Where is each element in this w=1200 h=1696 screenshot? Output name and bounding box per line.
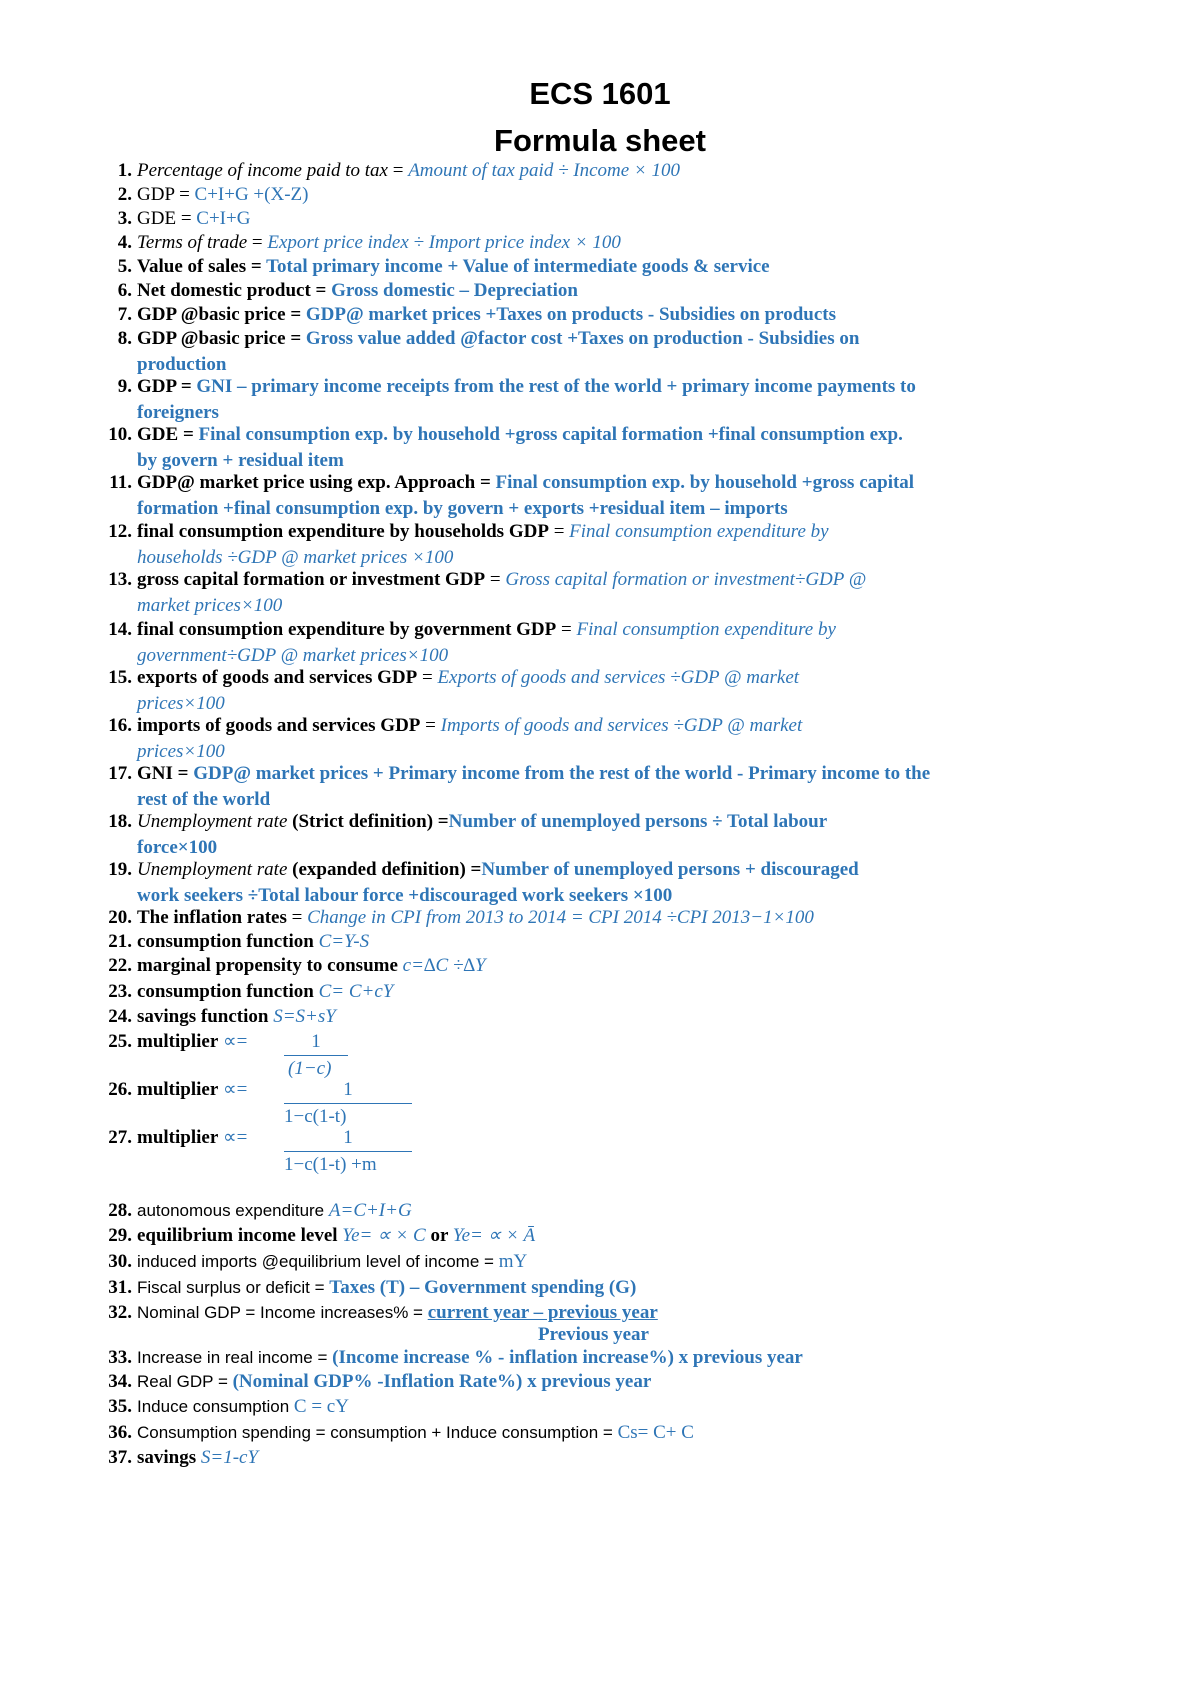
fraction: $\frac{1}{1-c(1-t) +m}$ (284, 1125, 412, 1178)
formula-32: 32. Nominal GDP = Income increases% = current year – previous year Previous year (108, 1302, 658, 1345)
formula-27: 27. multiplier ∝= $\frac{1}{1-c(1-t) +m}$ (0, 1125, 1200, 1175)
fraction: $\frac{1}{(1-c)}$ (284, 1029, 348, 1082)
formula-26: 26. multiplier ∝= $\frac{1}{1-c(1-t)}$ (0, 1077, 1200, 1127)
course-code: ECS 1601 (529, 76, 671, 111)
page-title: Formula sheet (494, 123, 706, 158)
fraction: $\frac{1}{1-c(1-t)}$ (284, 1077, 412, 1130)
formula-25: 25. multiplier ∝= $\frac{1}{(1-c)}$ (0, 1029, 1200, 1079)
formula-number: 1. (117, 160, 132, 181)
